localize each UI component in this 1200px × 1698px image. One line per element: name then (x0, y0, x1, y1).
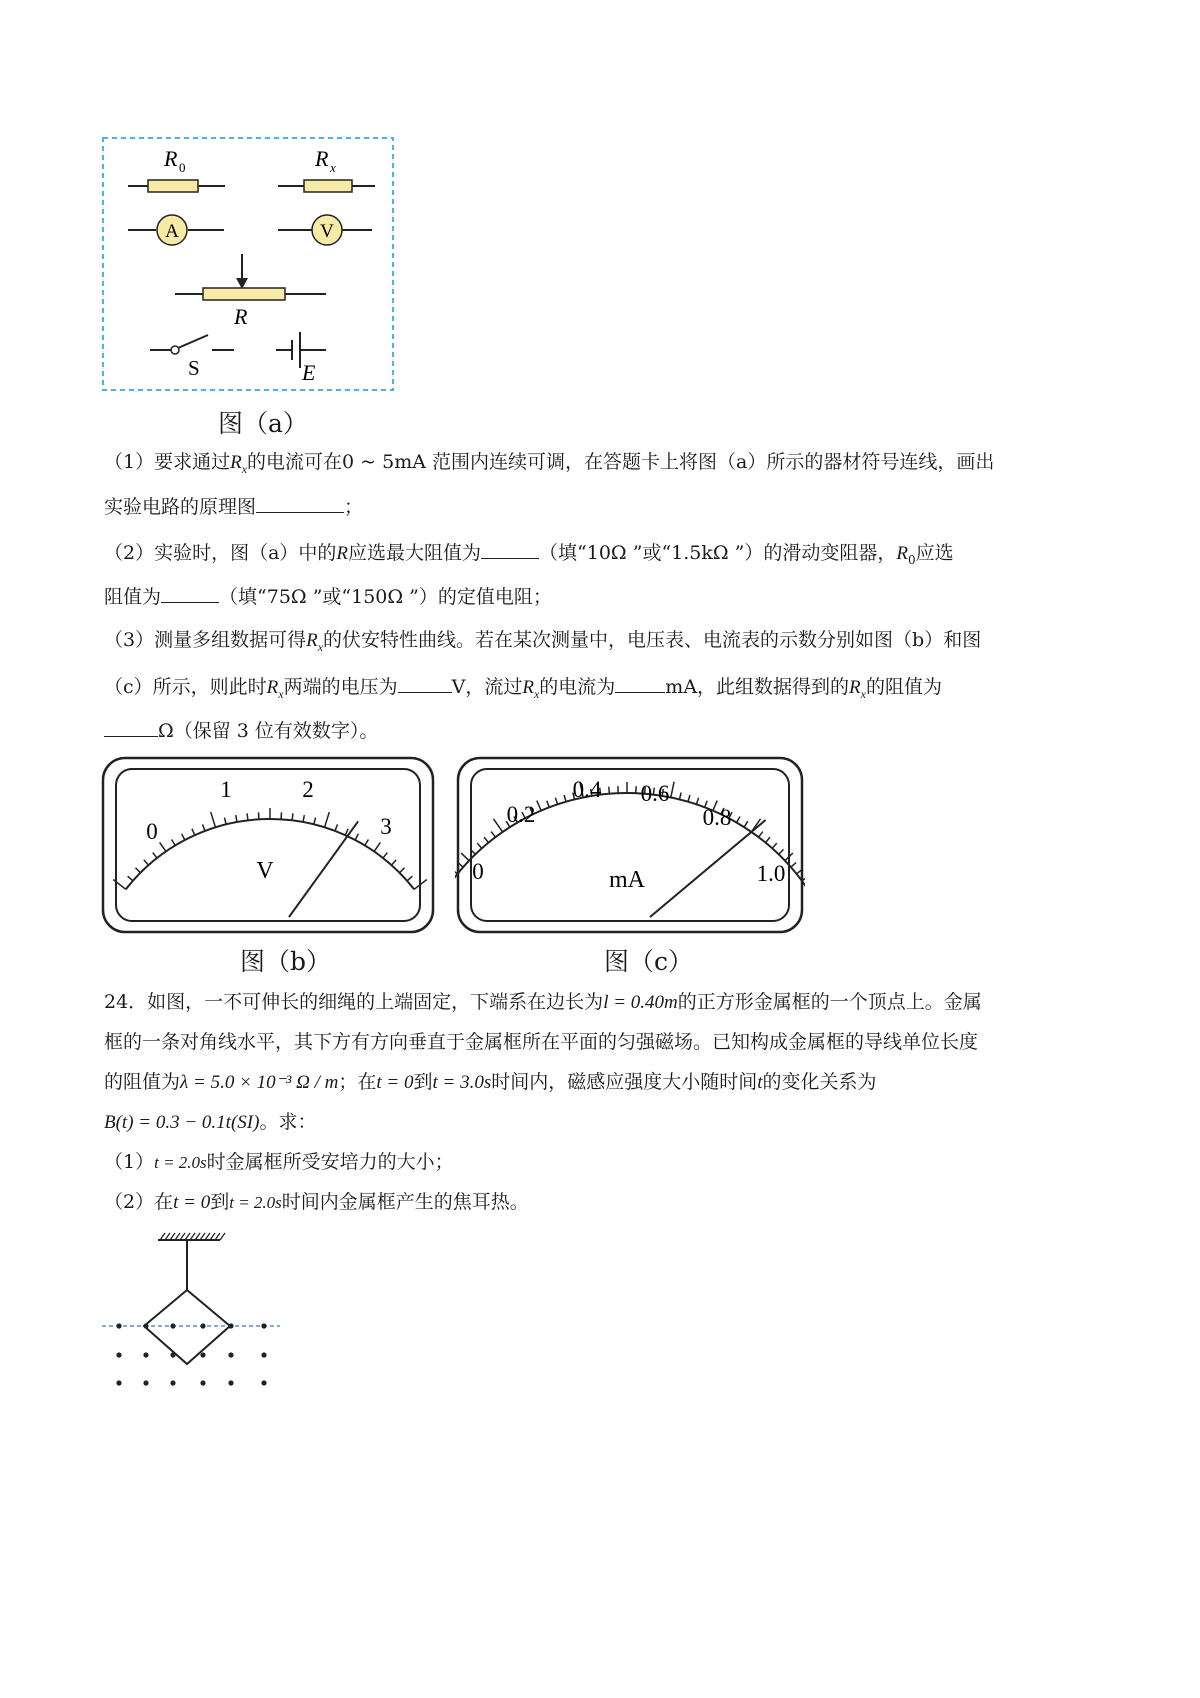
hatch-mark (220, 1233, 225, 1240)
hatch-mark (175, 1233, 180, 1240)
dial-label: 0.8 (702, 805, 732, 830)
field-dot (200, 1352, 205, 1357)
q2-line2: 阻值为 （填“75Ω ”或“150Ω ”）的定值电阻； (104, 586, 552, 608)
q24-sub2: （2）在t = 0到t = 2.0s时间内金属框产生的焦耳热。 (104, 1191, 529, 1213)
field-dot (116, 1323, 121, 1328)
resistor-r0 (128, 146, 225, 192)
r0-label: R (164, 146, 178, 171)
field-dot (228, 1380, 233, 1385)
field-dot (228, 1352, 233, 1357)
dashed-border (103, 138, 393, 390)
switch-symbol (150, 335, 234, 380)
q2-line1: （2）实验时，图（a）中的R应选最大阻值为 （填“10Ω ”或“1.5kΩ ”）的滑动变阻器，$R_0$应选 (104, 542, 954, 567)
dial-tick (247, 813, 248, 820)
q1-line2: 实验电路的原理图 ； (104, 496, 364, 518)
field-dot (170, 1323, 175, 1328)
figure-a-caption: 图（a） (218, 409, 308, 438)
q24-sub1: （1）t = 2.0s时金属框所受安培力的大小； (104, 1151, 454, 1173)
field-dot (170, 1352, 175, 1357)
field-dot (116, 1352, 121, 1357)
ammeter-figure-c (455, 755, 805, 935)
voltmeter-figure-b (100, 755, 436, 935)
ceiling-support (158, 1233, 225, 1240)
switch-label: S (188, 356, 200, 380)
dial-tick (292, 813, 293, 820)
q1-line1: （1）要求通过$R_x$的电流可在0 ~ 5mA 范围内连续可调，在答题卡上将图（a）所示的器材符号连线，画出 (104, 451, 995, 476)
field-dot (143, 1323, 148, 1328)
dial-label: 0.6 (640, 781, 670, 806)
q1-answer-blank (256, 494, 344, 513)
field-dot (261, 1352, 266, 1357)
q2-blank-1 (481, 540, 539, 559)
square-metal-frame (144, 1290, 230, 1364)
resistor-rx (278, 146, 375, 192)
ammeter-symbol (128, 215, 224, 245)
dial-label: 0.2 (506, 802, 536, 827)
rx-subscript: x (330, 160, 336, 175)
field-dot (261, 1380, 266, 1385)
q24-line4: B(t) = 0.3 − 0.1t(SI)。求： (104, 1111, 317, 1133)
dial-tick (609, 787, 610, 794)
hatch-mark (170, 1233, 175, 1240)
q3-blank-resistance (104, 718, 158, 737)
hatch-mark (185, 1233, 190, 1240)
rx-label: R (315, 146, 329, 171)
hatch-mark (180, 1233, 185, 1240)
dial-label: 1 (220, 777, 232, 802)
figure-b-caption: 图（b） (240, 947, 332, 976)
field-dot (116, 1380, 121, 1385)
rheostat-symbol (175, 254, 326, 329)
voltmeter-label: V (320, 221, 334, 242)
ammeter-label: A (165, 221, 179, 242)
field-dot (200, 1380, 205, 1385)
hatch-mark (205, 1233, 210, 1240)
dial-label: 2 (302, 777, 314, 802)
dial-label: 0 (472, 859, 484, 884)
dial-label: 3 (380, 814, 392, 839)
field-dot (261, 1323, 266, 1328)
q3-line3: Ω（保留 3 位有效数字）。 (104, 718, 378, 743)
q3-blank-current (615, 674, 665, 693)
q24-line2: 框的一条对角线水平，其下方有方向垂直于金属框所在平面的匀强磁场。已知构成金属框的导线单位长度 (104, 1031, 979, 1053)
r0-subscript: 0 (179, 160, 186, 175)
dial-label: 1.0 (756, 861, 786, 886)
hatch-mark (200, 1233, 205, 1240)
square-frame-figure (100, 1220, 300, 1400)
hatch-mark (215, 1233, 220, 1240)
field-dot (170, 1380, 175, 1385)
hatch-mark (210, 1233, 215, 1240)
figure-a-components (100, 132, 400, 396)
battery-symbol (276, 332, 326, 385)
hatch-mark (190, 1233, 195, 1240)
q24-line3: 的阻值为λ = 5.0 × 10⁻³ Ω / m；在t = 0到t = 3.0s时间内，磁感应强度大小随时间t的变化关系为 (104, 1071, 877, 1093)
ammeter-unit: mA (609, 867, 645, 893)
figure-c-caption: 图（c） (604, 947, 694, 976)
q2-blank-2 (161, 584, 219, 603)
field-dot (143, 1380, 148, 1385)
dial-label: 0 (146, 819, 158, 844)
voltmeter-symbol (278, 215, 372, 245)
field-dot (143, 1352, 148, 1357)
q24-line1: 24．如图，一不可伸长的细绳的上端固定，下端系在边长为l = 0.40m的正方形金属框的一个顶点上。金属 (104, 991, 982, 1013)
q3-line1: （3）测量多组数据可得$R_x$的伏安特性曲线。若在某次测量中，电压表、电流表的示数分别如图（b）和图 (104, 629, 982, 654)
hatch-mark (165, 1233, 170, 1240)
q3-line2: （c）所示，则此时$R_x$两端的电压为 V，流过$R_x$的电流为 mA，此组数据得到的$R_x$的阻值为 (104, 676, 942, 701)
hatch-mark (195, 1233, 200, 1240)
rheostat-label: R (234, 304, 248, 329)
voltmeter-unit: V (256, 858, 274, 884)
battery-label: E (302, 360, 316, 385)
field-dot (228, 1323, 233, 1328)
field-dot (200, 1323, 205, 1328)
hatch-mark (160, 1233, 165, 1240)
magnetic-field-dots (116, 1323, 266, 1385)
dial-label: 0.4 (572, 777, 602, 802)
q3-blank-voltage (398, 674, 452, 693)
